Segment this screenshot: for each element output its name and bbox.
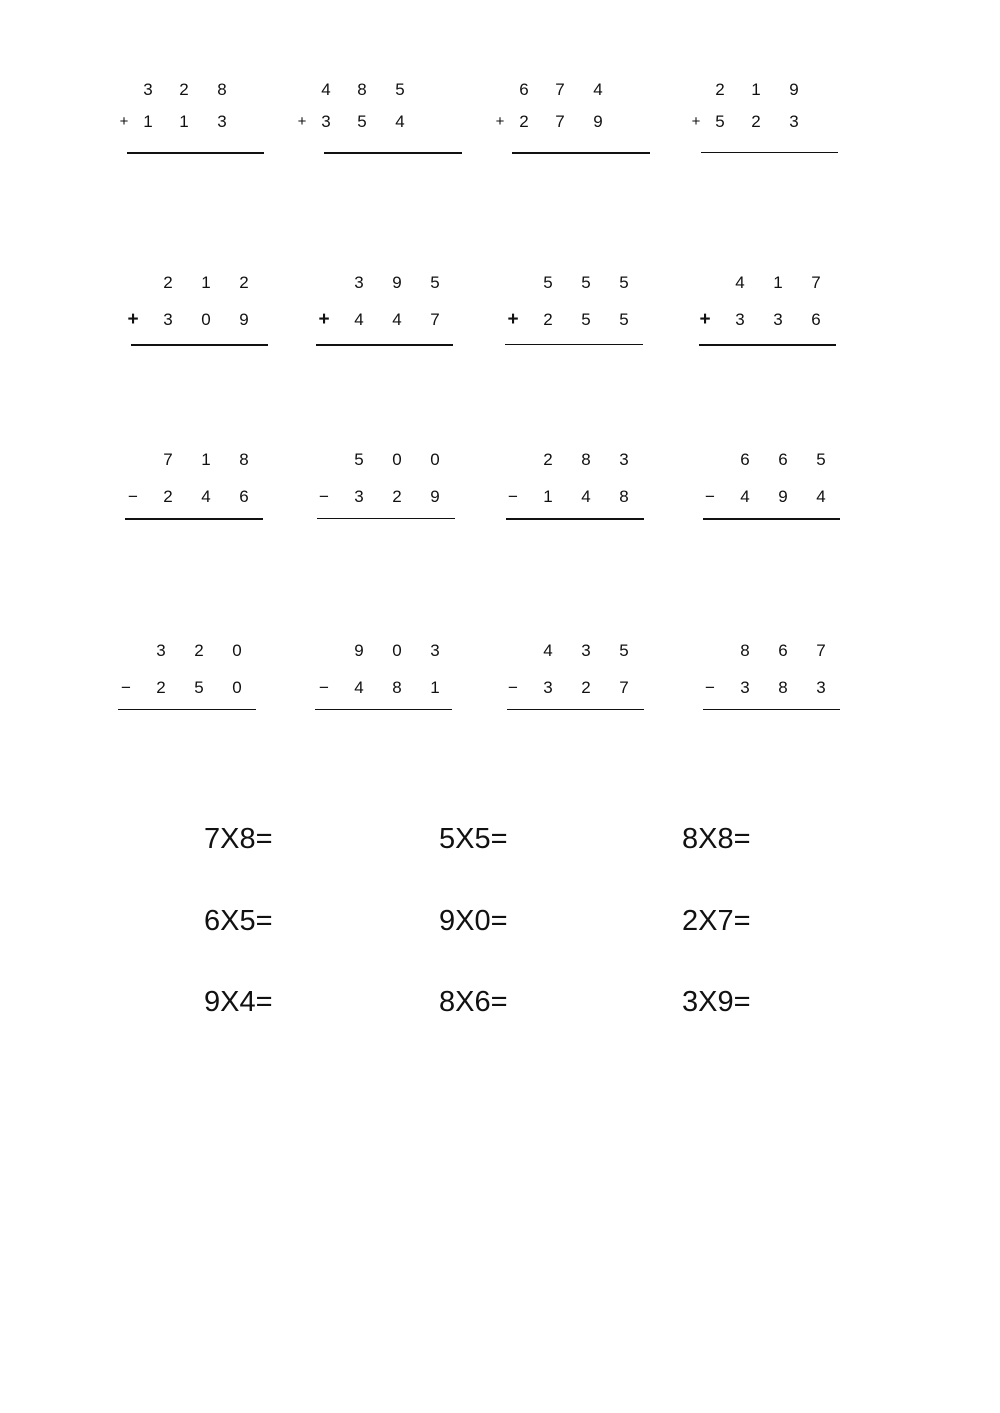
top-digit: 8 — [357, 80, 367, 99]
top-digit: 5 — [816, 450, 826, 469]
top-digit: 5 — [354, 450, 364, 469]
bottom-digit: 2 — [156, 678, 166, 697]
bottom-digit: 8 — [392, 678, 402, 697]
minus-sign: − — [319, 487, 329, 506]
top-digit: 4 — [735, 273, 745, 292]
answer-line — [703, 518, 840, 520]
bottom-digit: 7 — [619, 678, 629, 697]
top-digit: 9 — [789, 80, 799, 99]
bottom-digit: 9 — [593, 112, 603, 131]
top-digit: 3 — [581, 641, 591, 660]
column-problem — [690, 80, 835, 160]
top-digit: 3 — [143, 80, 153, 99]
top-digit: 6 — [778, 641, 788, 660]
bottom-digit: 4 — [392, 310, 402, 329]
multiplication-fact: 8X6= — [439, 986, 508, 1018]
answer-line — [506, 518, 644, 520]
top-digit: 3 — [354, 273, 364, 292]
bottom-digit: 3 — [789, 112, 799, 131]
column-problem — [316, 450, 461, 530]
top-digit: 0 — [392, 641, 402, 660]
bottom-digit: 0 — [201, 310, 211, 329]
top-digit: 3 — [430, 641, 440, 660]
bottom-digit: 4 — [740, 487, 750, 506]
top-digit: 5 — [395, 80, 405, 99]
top-digit: 7 — [816, 641, 826, 660]
top-digit: 5 — [619, 641, 629, 660]
answer-line — [125, 518, 263, 520]
column-problem — [316, 273, 461, 353]
bottom-digit: 3 — [773, 310, 783, 329]
bottom-digit: 2 — [392, 487, 402, 506]
multiplication-fact: 3X9= — [682, 986, 751, 1018]
top-digit: 1 — [773, 273, 783, 292]
bottom-digit: 4 — [354, 678, 364, 697]
top-digit: 4 — [593, 80, 603, 99]
bottom-digit: 8 — [778, 678, 788, 697]
bottom-digit: 3 — [163, 310, 173, 329]
top-digit: 7 — [163, 450, 173, 469]
answer-line — [699, 344, 836, 346]
bottom-digit: 3 — [354, 487, 364, 506]
bottom-digit: 3 — [543, 678, 553, 697]
bottom-digit: 7 — [555, 112, 565, 131]
bottom-digit: 6 — [811, 310, 821, 329]
answer-line — [118, 709, 256, 710]
top-digit: 0 — [392, 450, 402, 469]
bottom-digit: 2 — [581, 678, 591, 697]
column-problem — [118, 80, 263, 160]
answer-line — [701, 152, 838, 153]
top-digit: 5 — [619, 273, 629, 292]
bottom-digit: 5 — [357, 112, 367, 131]
bottom-digit: 9 — [778, 487, 788, 506]
bottom-digit: 9 — [239, 310, 249, 329]
top-digit: 2 — [163, 273, 173, 292]
top-digit: 0 — [232, 641, 242, 660]
column-problem — [702, 641, 847, 721]
top-digit: 2 — [194, 641, 204, 660]
top-digit: 6 — [519, 80, 529, 99]
top-digit: 5 — [581, 273, 591, 292]
top-digit: 2 — [543, 450, 553, 469]
bottom-digit: 2 — [751, 112, 761, 131]
bottom-digit: 4 — [395, 112, 405, 131]
column-problem — [505, 450, 650, 530]
top-digit: 8 — [239, 450, 249, 469]
bottom-digit: 8 — [619, 487, 629, 506]
top-digit: 4 — [543, 641, 553, 660]
column-problem — [125, 450, 270, 530]
answer-line — [131, 344, 268, 346]
top-digit: 1 — [201, 450, 211, 469]
plus-sign: + — [495, 113, 505, 130]
column-problem — [125, 273, 270, 353]
answer-line — [127, 152, 264, 154]
plus-sign: + — [127, 309, 139, 330]
column-problem — [316, 641, 461, 721]
minus-sign: − — [705, 678, 715, 697]
bottom-digit: 5 — [715, 112, 725, 131]
multiplication-fact: 9X4= — [204, 986, 273, 1018]
plus-sign: + — [119, 113, 129, 130]
bottom-digit: 4 — [816, 487, 826, 506]
column-problem — [118, 641, 263, 721]
minus-sign: − — [319, 678, 329, 697]
top-digit: 2 — [715, 80, 725, 99]
multiplication-fact: 5X5= — [439, 823, 508, 855]
top-digit: 3 — [619, 450, 629, 469]
answer-line — [324, 152, 462, 154]
top-digit: 8 — [740, 641, 750, 660]
top-digit: 8 — [581, 450, 591, 469]
bottom-digit: 2 — [543, 310, 553, 329]
top-digit: 8 — [217, 80, 227, 99]
bottom-digit: 7 — [430, 310, 440, 329]
answer-line — [317, 518, 455, 519]
bottom-digit: 4 — [581, 487, 591, 506]
bottom-digit: 3 — [816, 678, 826, 697]
minus-sign: − — [508, 678, 518, 697]
bottom-digit: 3 — [740, 678, 750, 697]
answer-line — [512, 152, 650, 154]
multiplication-fact: 7X8= — [204, 823, 273, 855]
multiplication-fact: 2X7= — [682, 905, 751, 937]
bottom-digit: 9 — [430, 487, 440, 506]
multiplication-fact: 9X0= — [439, 905, 508, 937]
column-problem — [697, 273, 842, 353]
bottom-digit: 3 — [735, 310, 745, 329]
top-digit: 5 — [543, 273, 553, 292]
bottom-digit: 3 — [217, 112, 227, 131]
answer-line — [315, 709, 452, 710]
top-digit: 2 — [179, 80, 189, 99]
bottom-digit: 6 — [239, 487, 249, 506]
minus-sign: − — [508, 487, 518, 506]
multiplication-fact: 6X5= — [204, 905, 273, 937]
bottom-digit: 2 — [163, 487, 173, 506]
bottom-digit: 5 — [581, 310, 591, 329]
plus-sign: + — [297, 113, 307, 130]
bottom-digit: 1 — [143, 112, 153, 131]
minus-sign: − — [705, 487, 715, 506]
bottom-digit: 4 — [354, 310, 364, 329]
answer-line — [505, 344, 643, 345]
answer-line — [507, 709, 644, 710]
plus-sign: + — [318, 309, 330, 330]
column-problem — [296, 80, 441, 160]
top-digit: 6 — [778, 450, 788, 469]
top-digit: 9 — [354, 641, 364, 660]
top-digit: 5 — [430, 273, 440, 292]
bottom-digit: 3 — [321, 112, 331, 131]
bottom-digit: 1 — [430, 678, 440, 697]
bottom-digit: 1 — [543, 487, 553, 506]
bottom-digit: 4 — [201, 487, 211, 506]
bottom-digit: 2 — [519, 112, 529, 131]
top-digit: 9 — [392, 273, 402, 292]
bottom-digit: 5 — [619, 310, 629, 329]
top-digit: 1 — [751, 80, 761, 99]
multiplication-fact: 8X8= — [682, 823, 751, 855]
column-problem — [702, 450, 847, 530]
column-problem — [505, 641, 650, 721]
answer-line — [316, 344, 453, 346]
minus-sign: − — [121, 678, 131, 697]
top-digit: 7 — [555, 80, 565, 99]
plus-sign: + — [507, 309, 519, 330]
plus-sign: + — [691, 113, 701, 130]
plus-sign: + — [699, 309, 711, 330]
top-digit: 4 — [321, 80, 331, 99]
bottom-digit: 0 — [232, 678, 242, 697]
top-digit: 3 — [156, 641, 166, 660]
top-digit: 2 — [239, 273, 249, 292]
top-digit: 0 — [430, 450, 440, 469]
bottom-digit: 1 — [179, 112, 189, 131]
minus-sign: − — [128, 487, 138, 506]
top-digit: 1 — [201, 273, 211, 292]
column-problem — [494, 80, 639, 160]
column-problem — [505, 273, 650, 353]
answer-line — [703, 709, 840, 710]
top-digit: 6 — [740, 450, 750, 469]
top-digit: 7 — [811, 273, 821, 292]
bottom-digit: 5 — [194, 678, 204, 697]
